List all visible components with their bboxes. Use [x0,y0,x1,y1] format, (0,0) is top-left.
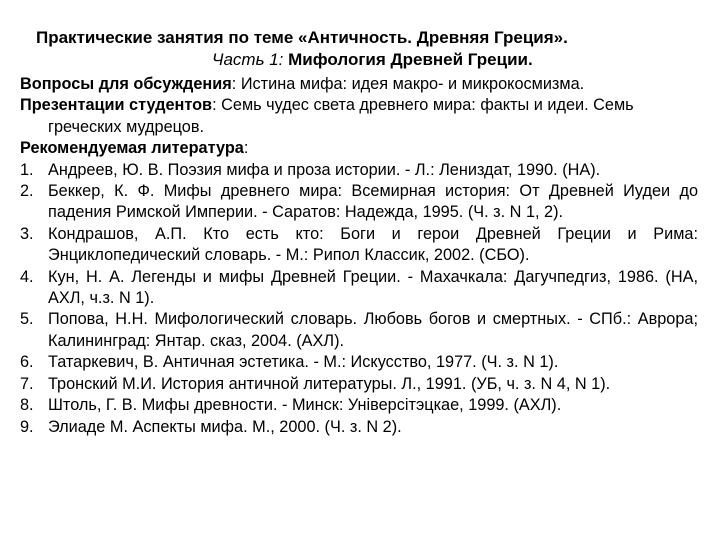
subtitle-topic: Мифология Древней Греции. [288,50,533,69]
discussion-paragraph [20,74,698,95]
reference-item [20,267,698,310]
reference-number: 8. [20,396,34,415]
reference-item [20,224,698,267]
reference-text: Татаркевич, В. Античная эстетика. - М.: Искусство, 1977. (Ч. з. N 1). [48,353,559,372]
reference-text: Кондрашов, А.П. Кто есть кто: Боги и герои Древней Греции и Рима: Энциклопедический словарь. - М.: Рипол Классик, 2002. (СБО). [48,224,698,265]
presentations-paragraph [20,95,698,138]
reference-text: Кун, Н. А. Легенды и мифы Древней Греции. - Махачкала: Дагучпедгиз, 1986. (НА, АХЛ, ч.з. N 1). [48,267,698,308]
page-subtitle [212,50,533,70]
presentations-text: : Семь чудес света древнего мира: факты и идеи. Семь греческих мудрецов. [48,96,634,136]
reference-text: Элиаде М. Аспекты мифа. М., 2000. (Ч. з. N 2). [48,417,402,436]
literature-heading [20,138,698,159]
reference-text: Андреев, Ю. В. Поэзия мифа и проза истории. - Л.: Лениздат, 1990. (НА). [48,160,601,179]
literature-suffix: : [243,139,249,158]
reference-item [20,352,698,373]
page-title: Практические занятия по теме «Античность. Древняя Греция». [36,28,568,47]
subtitle-part: Часть 1: [212,50,284,69]
reference-number: 9. [20,417,34,436]
reference-item [20,309,698,352]
reference-number: 2. [20,182,34,201]
reference-text: Штоль, Г. В. Мифы древности. - Минск: Унiверсiтэцкае, 1999. (АХЛ). [48,396,562,415]
discussion-text: : Истина мифа: идея макро- и микрокосмизма. [231,75,585,93]
reference-item [20,160,698,181]
reference-text: Тронский М.И. История античной литературы. Л., 1991. (УБ, ч. з. N 4, N 1). [48,374,611,393]
discussion-label: Вопросы для обсуждения [20,75,232,93]
presentations-label: Презентации студентов [20,96,213,115]
reference-text: Попова, Н.Н. Мифологический словарь. Любовь богов и смертных. - СПб.: Аврора; Калининград: Янтар. сказ, 2004. (АХЛ). [48,310,698,350]
reference-number: 3. [20,224,34,243]
document-body [20,74,698,438]
reference-item [20,181,698,224]
reference-number: 5. [20,310,34,329]
reference-number: 6. [20,353,34,372]
reference-number: 1. [20,160,34,179]
reference-number: 4. [20,267,34,286]
reference-list [20,160,698,438]
literature-label: Рекомендуемая литература [20,139,244,158]
reference-text: Беккер, К. Ф. Мифы древнего мира: Всемирная история: От Древней Иудеи до падения Римской Империи. - Саратов: Надежда, 1995. (Ч. з. N 1, 2). [48,182,698,222]
reference-number: 7. [20,374,34,393]
reference-item [20,395,698,416]
reference-item [20,417,698,438]
reference-item [20,374,698,395]
